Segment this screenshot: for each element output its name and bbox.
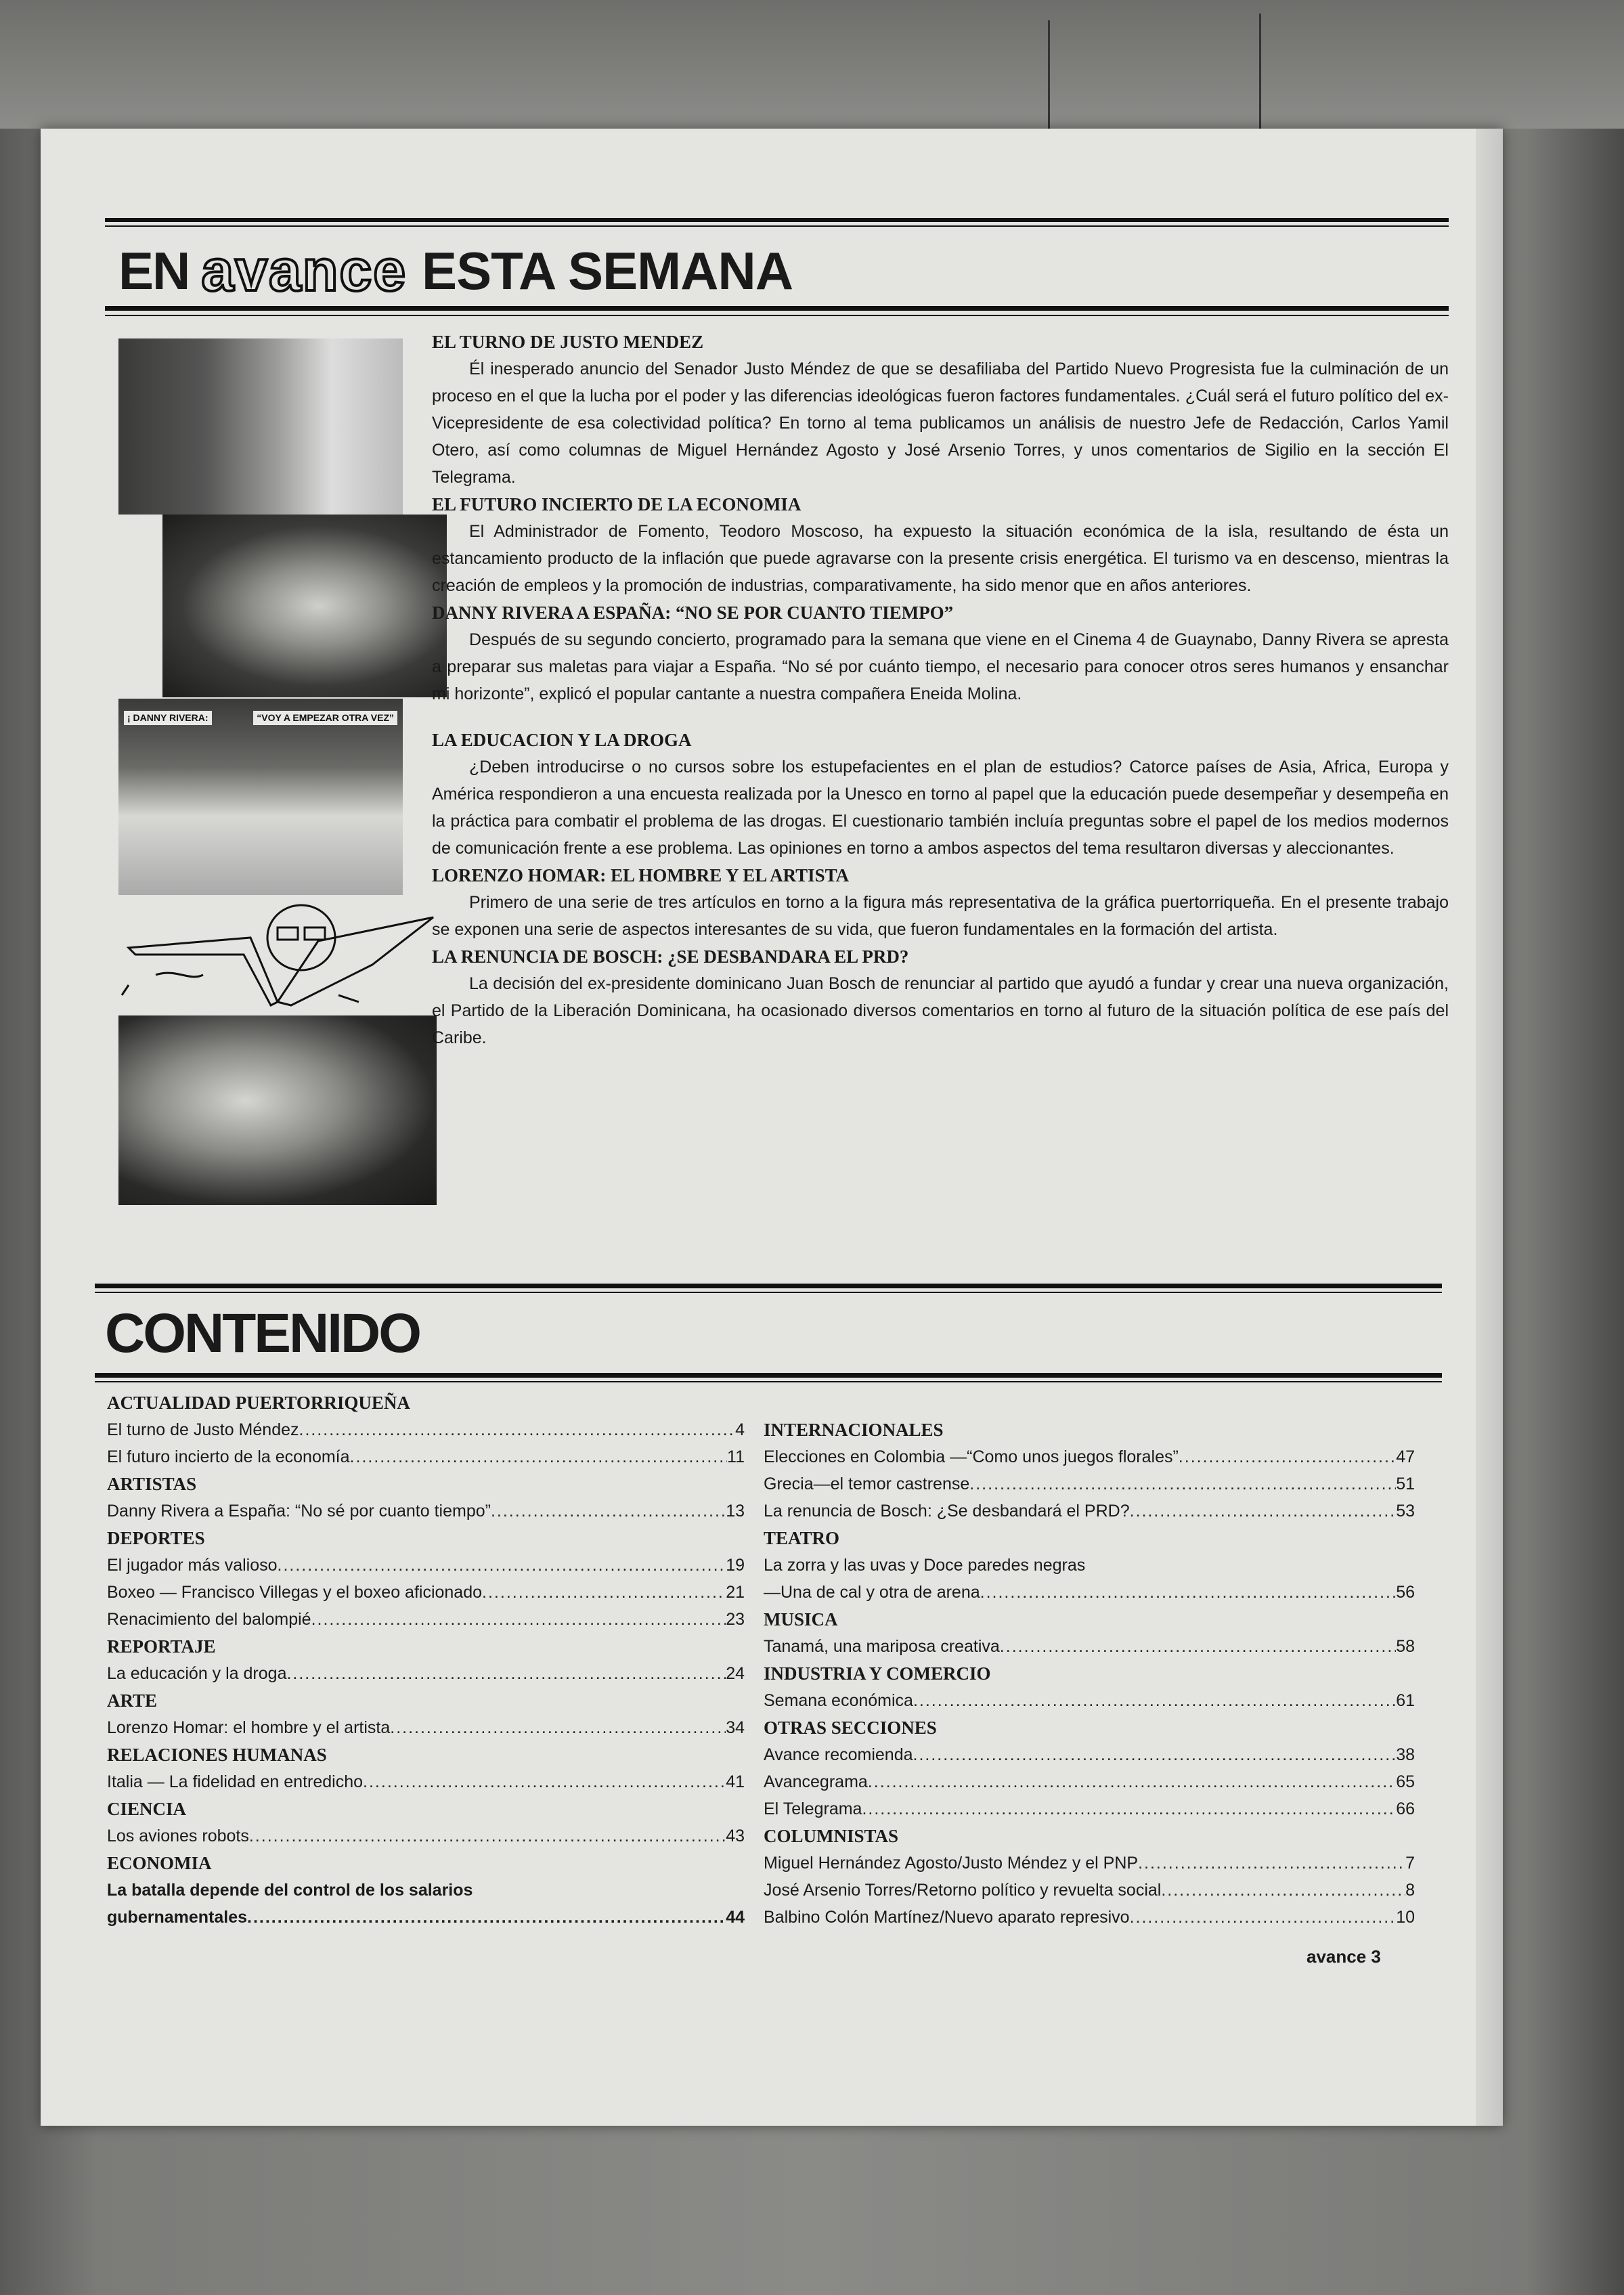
toc-entry[interactable] [764, 1768, 1415, 1795]
toc-entry[interactable] [107, 1579, 745, 1606]
contenido-top-rule-thin [95, 1292, 1442, 1293]
toc-dot-leader [1161, 1877, 1405, 1904]
brand-logo: avance [201, 238, 408, 303]
article-title: DANNY RIVERA A ESPAÑA: “NO SE POR CUANTO TIEMPO” [432, 603, 954, 623]
header-rule [105, 306, 1449, 311]
toc-page-number: 8 [1405, 1881, 1415, 1900]
toc-page-number: 4 [735, 1420, 745, 1439]
toc-page-number: 56 [1396, 1583, 1415, 1602]
top-rule-thin [105, 225, 1449, 227]
header-rule-thin [105, 315, 1449, 316]
page-edge [1476, 129, 1503, 2126]
toc-entry[interactable] [764, 1877, 1415, 1904]
toc-section-title: REPORTAJE [107, 1636, 216, 1657]
toc-entry-title: El turno de Justo Méndez [107, 1420, 299, 1439]
article-title: LA RENUNCIA DE BOSCH: ¿SE DESBANDARA EL PRD? [432, 946, 909, 967]
toc-entry[interactable] [107, 1552, 745, 1579]
toc-dot-leader [1130, 1498, 1397, 1525]
toc-page-number: 53 [1396, 1502, 1415, 1521]
toc-left-column [107, 1389, 745, 1931]
article-title: EL TURNO DE JUSTO MENDEZ [432, 332, 704, 352]
toc-section-title: COLUMNISTAS [764, 1826, 899, 1846]
scan-guide-line [1048, 20, 1050, 129]
toc-page-number: 13 [726, 1502, 745, 1521]
toc-entry-title: Renacimiento del balompié [107, 1610, 311, 1629]
article [432, 491, 1449, 599]
toc-dot-leader [862, 1795, 1396, 1822]
toc-dot-leader [969, 1470, 1396, 1498]
article-body: Después de su segundo concierto, programado para la semana que viene en el Cinema 4 de Guaynabo, Danny Rivera se apresta a preparar sus maletas para viajar a España. “No sé por cuánto tiempo, el necesario para conocer otros seres humanos y ensanchar mi horizonte”, explicó el popular cantante a nuestra compañera Eneida Molina. [432, 630, 1449, 703]
toc-page-number: 19 [726, 1556, 745, 1575]
toc-entry-title: El jugador más valioso [107, 1556, 278, 1575]
toc-dot-leader [363, 1768, 726, 1795]
toc-page-number: 51 [1396, 1474, 1415, 1493]
toc-entry-title: Lorenzo Homar: el hombre y el artista [107, 1718, 391, 1737]
toc-page-number: 24 [726, 1664, 745, 1683]
toc-page-number: 47 [1396, 1447, 1415, 1466]
contenido-top-rule [95, 1284, 1442, 1288]
toc-entry[interactable] [107, 1822, 745, 1850]
toc-entry-title: El Telegrama [764, 1799, 862, 1818]
toc-entry[interactable] [107, 1904, 745, 1931]
toc-entry-title: Grecia—el temor castrense [764, 1474, 970, 1493]
toc-entry-title: Danny Rivera a España: “No sé por cuanto tiempo” [107, 1502, 491, 1521]
toc-dot-leader [913, 1687, 1396, 1714]
toc-dot-leader [482, 1579, 726, 1606]
photo-lorenzo-homar [118, 1015, 437, 1205]
illustration-reader [115, 900, 440, 1009]
toc-entry-title: Elecciones en Colombia —“Como unos juegos florales” [764, 1447, 1179, 1466]
article-body: La decisión del ex-presidente dominicano Juan Bosch de renunciar al partido que ayudó a fundar y crear una nueva organización, el Partido de la Liberación Dominicana, ha ocasionado diversos comentarios en torno al futuro de la situación política de ese país del Caribe. [432, 974, 1449, 1047]
scan-top-strip [0, 0, 1624, 129]
photo-danny-rivera [118, 699, 403, 895]
article [432, 943, 1449, 1051]
toc-right-column [764, 1416, 1415, 1931]
toc-section-title: ARTISTAS [107, 1474, 197, 1494]
toc-dot-leader [278, 1552, 726, 1579]
toc-dot-leader [350, 1443, 728, 1470]
toc-section-title: INTERNACIONALES [764, 1420, 944, 1440]
toc-entry[interactable] [764, 1795, 1415, 1822]
toc-section-title: DEPORTES [107, 1528, 205, 1548]
toc-page-number: 7 [1405, 1854, 1415, 1873]
toc-dot-leader [1138, 1850, 1405, 1877]
toc-entry[interactable] [764, 1470, 1415, 1498]
toc-page-number: 11 [727, 1447, 745, 1466]
header-title: ESTA SEMANA [422, 240, 793, 301]
toc-page-number: 61 [1396, 1691, 1415, 1710]
toc-section-title: ARTE [107, 1690, 158, 1711]
toc-dot-leader [390, 1714, 726, 1741]
toc-entry-title: La educación y la droga [107, 1664, 287, 1683]
toc-entry-line: La batalla depende del control de los salarios [107, 1881, 473, 1900]
photo-senator [118, 338, 403, 515]
toc-dot-leader [311, 1606, 726, 1633]
toc-entry-title: Avancegrama [764, 1772, 868, 1791]
toc-entry-title: Boxeo — Francisco Villegas y el boxeo aficionado [107, 1583, 483, 1602]
toc-entry-title: Avance recomienda [764, 1745, 913, 1764]
toc-entry[interactable] [764, 1443, 1415, 1470]
toc-dot-leader [1000, 1633, 1396, 1660]
article-title: LORENZO HOMAR: EL HOMBRE Y EL ARTISTA [432, 865, 850, 886]
toc-entry-title: La renuncia de Bosch: ¿Se desbandará el PRD? [764, 1502, 1130, 1521]
photo-label-right: “VOY A EMPEZAR OTRA VEZ” [253, 711, 397, 725]
toc-dot-leader [868, 1768, 1396, 1795]
toc-section-title: OTRAS SECCIONES [764, 1718, 937, 1738]
toc-page-number: 44 [726, 1908, 745, 1927]
toc-page-number: 58 [1396, 1637, 1415, 1656]
article-body: ¿Deben introducirse o no cursos sobre los estupefacientes en el plan de estudios? Catorce países de Asia, Africa, Europa y América respondieron a una encuesta realizada por la Unesco en torno al papel que la educación puede desempeñar y desempeña en la práctica para combatir el problema de las drogas. El cuestionario también incluía preguntas sobre el papel de los medios modernos de comunicación frente a ese problema. Las opiniones en torno a ambos aspectos del tema resultaron diversas y aleccionantes. [432, 758, 1449, 858]
article-title: LA EDUCACION Y LA DROGA [432, 730, 692, 750]
toc-section-title: TEATRO [764, 1528, 840, 1548]
toc-page-number: 10 [1396, 1908, 1415, 1927]
article [432, 599, 1449, 707]
toc-entry[interactable] [107, 1498, 745, 1525]
toc-entry[interactable] [107, 1660, 745, 1687]
toc-entry[interactable] [764, 1687, 1415, 1714]
toc-entry[interactable] [764, 1633, 1415, 1660]
top-rule [105, 218, 1449, 222]
toc-entry-title: Semana económica [764, 1691, 913, 1710]
toc-section-title: ECONOMIA [107, 1853, 212, 1873]
scan-guide-line [1259, 14, 1261, 129]
toc-entry-title: Balbino Colón Martínez/Nuevo aparato represivo [764, 1908, 1130, 1927]
toc-page-number: 41 [726, 1772, 745, 1791]
toc-dot-leader [247, 1904, 726, 1931]
toc-entry-line: La zorra y las uvas y Doce paredes negras [764, 1556, 1086, 1575]
toc-entry[interactable] [764, 1904, 1415, 1931]
toc-page-number: 21 [726, 1583, 745, 1602]
photo-label-left: ¡ DANNY RIVERA: [124, 711, 212, 725]
toc-dot-leader [1130, 1904, 1397, 1931]
toc-page-number: 66 [1396, 1799, 1415, 1818]
toc-page-number: 43 [726, 1827, 745, 1845]
toc-dot-leader [1179, 1443, 1396, 1470]
toc-dot-leader [299, 1416, 736, 1443]
toc-entry-title: José Arsenio Torres/Retorno político y revuelta social [764, 1881, 1162, 1900]
toc-entry[interactable] [764, 1579, 1415, 1606]
toc-dot-leader [491, 1498, 726, 1525]
toc-entry[interactable] [764, 1498, 1415, 1525]
article-title: EL FUTURO INCIERTO DE LA ECONOMIA [432, 494, 802, 515]
toc-page-number: 34 [726, 1718, 745, 1737]
section-header [118, 234, 793, 308]
toc-entry-title: Tanamá, una mariposa creativa [764, 1637, 1000, 1656]
toc-entry-title: —Una de cal y otra de arena [764, 1583, 980, 1602]
articles-column [432, 328, 1449, 1051]
article-body: El Administrador de Fomento, Teodoro Moscoso, ha expuesto la situación económica de la isla, resultando de ésta un estancamiento producto de la inflación que puede agravarse con la presente crisis energética. El turismo va en descenso, mientras la creación de empleos y la promoción de industrias, comparativamente, ha sido menor que en años anteriores. [432, 522, 1449, 595]
photo-portrait-glasses [162, 515, 447, 697]
page-folio: avance 3 [1307, 1946, 1381, 1967]
toc-entry-title: gubernamentales [107, 1908, 248, 1927]
toc-dot-leader [980, 1579, 1397, 1606]
toc-section-title: ACTUALIDAD PUERTORRIQUEÑA [107, 1393, 410, 1413]
toc-section-title: RELACIONES HUMANAS [107, 1745, 327, 1765]
toc-entry-title: Italia — La fidelidad en entredicho [107, 1772, 364, 1791]
article [432, 328, 1449, 491]
toc-entry[interactable] [764, 1850, 1415, 1877]
contenido-title: CONTENIDO [105, 1303, 420, 1364]
toc-page-number: 23 [726, 1610, 745, 1629]
magazine-page [41, 129, 1503, 2126]
toc-section-title: INDUSTRIA Y COMERCIO [764, 1663, 991, 1684]
toc-entry[interactable] [107, 1714, 745, 1741]
article-body: Él inesperado anuncio del Senador Justo Méndez de que se desafiliaba del Partido Nuevo Progresista fue la culminación de un proceso en el que la lucha por el poder y las diferencias ideológicas fueron factores fundamentales. ¿Cuál será el futuro político del ex-Vicepresidente de esa colectividad política? En torno al tema publicamos un análisis de nuestro Jefe de Redacción, Carlos Yamil Otero, así como columnas de Miguel Hernández Agosto y José Arsenio Torres, y unos comentarios de Sigilio en la sección El Telegrama. [432, 359, 1449, 487]
toc-dot-leader [249, 1822, 726, 1850]
toc-entry[interactable] [107, 1606, 745, 1633]
article-body: Primero de una serie de tres artículos en torno a la figura más representativa de la gráfica puertorriqueña. En el presente trabajo se exponen una serie de aspectos interesantes de su vida, que fueron fundamentales en la formación del artista. [432, 893, 1449, 939]
contenido-rule [95, 1373, 1442, 1378]
article [432, 862, 1449, 943]
toc-page-number: 38 [1396, 1745, 1415, 1764]
toc-dot-leader [913, 1741, 1397, 1768]
toc-page-number: 65 [1396, 1772, 1415, 1791]
toc-entry[interactable] [764, 1741, 1415, 1768]
toc-entry[interactable] [107, 1768, 745, 1795]
toc-section-title: MUSICA [764, 1609, 838, 1630]
toc-entry-title: Los aviones robots [107, 1827, 249, 1845]
header-en: EN [118, 240, 190, 301]
article [432, 726, 1449, 862]
toc-entry[interactable] [107, 1443, 745, 1470]
toc-entry-title: El futuro incierto de la economía [107, 1447, 350, 1466]
contenido-rule-thin [95, 1381, 1442, 1382]
toc-dot-leader [286, 1660, 726, 1687]
toc-entry[interactable] [107, 1416, 745, 1443]
toc-entry-title: Miguel Hernández Agosto/Justo Méndez y el PNP [764, 1854, 1139, 1873]
toc-section-title: CIENCIA [107, 1799, 187, 1819]
